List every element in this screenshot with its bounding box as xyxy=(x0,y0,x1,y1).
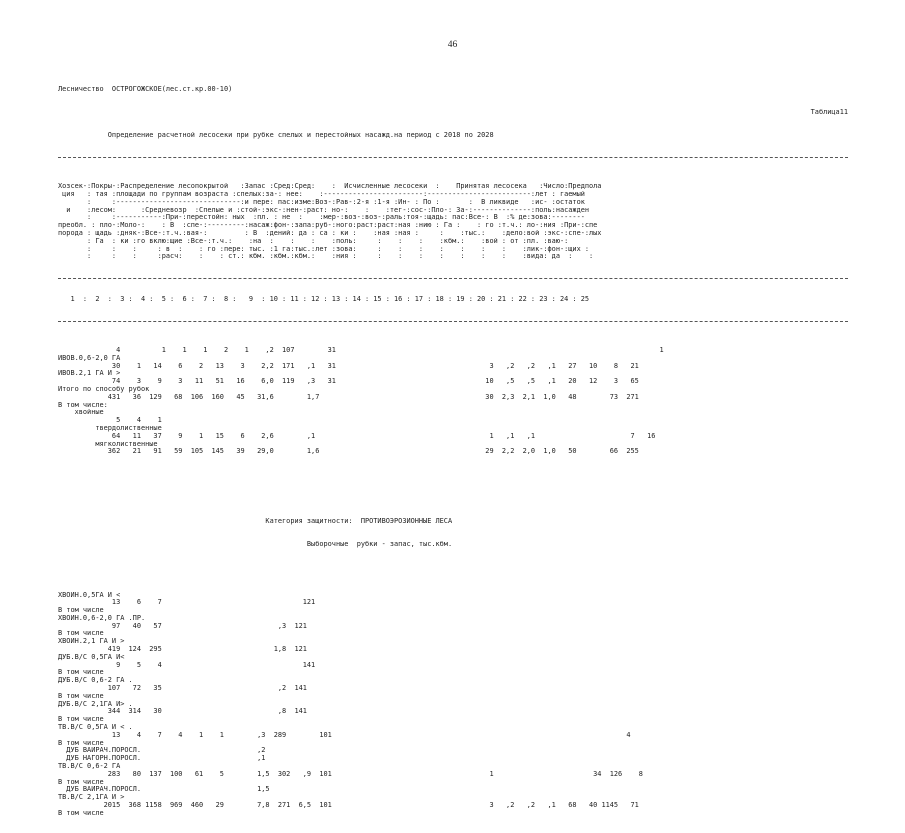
table-row: 5 4 1 xyxy=(58,417,162,425)
table-label-row xyxy=(58,109,848,117)
table-label: Таблица11 xyxy=(810,107,848,116)
column-numbers-rule xyxy=(58,321,848,322)
protection-category: Категория защитности: ПРОТИВОЭРОЗИОННЫЕ ЛЕСА xyxy=(58,517,453,525)
table-row: ДУБ.В/С 0,5ГА И< xyxy=(58,653,125,661)
table-row: ДУБ ВАЙРАЧ.ПОРОСЛ. ,2 xyxy=(58,747,266,755)
table-row: ДУБ.В/С 0,6-2 ГА . xyxy=(58,677,133,685)
table-row: В том числе xyxy=(58,739,104,747)
header-rule xyxy=(58,278,848,279)
selective-cuts-heading: Выборочные рубки - запас, тыс.кбм. xyxy=(58,541,453,549)
header-line: и :лесом: :Средневозр :Спелые и :стой-:экс-:нен-:раст: но-: : :тег-:сос-:Пло-: За-:--------------:поль:насажден xyxy=(58,206,590,214)
table-title: Определение расчетной лесосеки при рубке спелых и перестойных насажд.на период с 2018 по 2028 xyxy=(58,132,494,140)
table-row: 74 3 9 3 11 51 16 6,0 119 ,3 31 10 ,5 ,5 ,1 20 12 3 65 xyxy=(58,378,639,386)
table-header xyxy=(58,183,848,261)
table-row: 64 11 37 9 1 15 6 2,6 ,1 1 ,1 ,1 7 16 xyxy=(58,432,656,440)
table-row: 97 40 57 ,3 121 xyxy=(58,622,307,630)
table-row: ИВОВ.2,1 ГА И > xyxy=(58,370,121,378)
table-body-bottom xyxy=(58,592,848,818)
table-row: В том числе xyxy=(58,692,104,700)
header-line: : : : : в : : го :пере: тыс. :1 га:тыс.:лет :зова: : : : : : : : :лик-:фон-:щих : xyxy=(58,245,590,253)
table-row: В том числе xyxy=(58,607,104,615)
table-body-top xyxy=(58,347,848,456)
table-row: ХВОЙН.2,1 ГА И > xyxy=(58,638,125,646)
table-row: твердолиственные xyxy=(58,425,162,433)
table-row: 107 72 35 ,2 141 xyxy=(58,685,307,693)
table-row: 283 80 137 100 61 5 1,5 302 ,9 101 1 34 126 8 xyxy=(58,770,643,778)
table-row: 2015 368 1158 969 460 29 7,8 271 6,5 101 3 ,2 ,2 ,1 68 40 1145 71 xyxy=(58,802,639,810)
table-row: ДУБ.В/С 2,1ГА И> . xyxy=(58,700,133,708)
table-row: 362 21 91 59 105 145 39 29,0 1,6 29 2,2 2,0 1,0 50 66 255 xyxy=(58,448,639,456)
header-line: порода : щадь :дняк-:Все-:т.ч.:вая-: : В :дений: да : са : ки : :ная :ная : : :тыс.: :дело:вой :экс-:спе-:лых xyxy=(58,229,602,237)
table-row: ТВ.В/С 0,5ГА И < . xyxy=(58,724,133,732)
table-row: хвойные xyxy=(58,409,104,417)
forest-table-sheet xyxy=(58,70,848,833)
header-line: : :------------------------------:и пере: пас:изме:Воз-:Рав-:2-я :1-я :Ин- : По : : В ликвиде :ис- :остаток xyxy=(58,198,585,206)
table-row: 4 1 1 1 2 1 ,2 107 31 1 xyxy=(58,347,664,355)
table-row: В том числе xyxy=(58,809,104,817)
page-number: 46 xyxy=(447,40,458,50)
table-row: В том числе xyxy=(58,669,104,677)
table-top-rule xyxy=(58,157,848,158)
table-row: В том числе xyxy=(58,778,104,786)
table-row: 419 124 295 1,8 121 xyxy=(58,646,307,654)
table-row: мягколиственные xyxy=(58,440,158,448)
table-row: ДУБ ВАЙРАЧ.ПОРОСЛ. 1,5 xyxy=(58,786,270,794)
header-line: ция : тая :площади по группам возраста :спелых:за-: нее: :------------------------:-------------------------:лет : гаемый xyxy=(58,190,585,198)
table-row: ДУБ НАГОРН.ПОРОСЛ. ,1 xyxy=(58,755,266,763)
forestry-name: Лесничество ОСТРОГОЖСКОЕ(лес.ст.кр.00-10) xyxy=(58,84,233,93)
table-row: ТВ.В/С 2,1ГА И > xyxy=(58,794,125,802)
table-row: 431 36 129 68 106 160 45 31,6 1,7 30 2,3 2,1 1,0 48 73 271 xyxy=(58,393,639,401)
header-line: : :-----------:При-:перестойн: ных :пл. : не : :мер-:воз-:воз-:раль:тоя-:щадь: пас:Все-: В :% де:зова:-------- xyxy=(58,214,585,222)
table-heading-row xyxy=(58,86,848,94)
header-line: : : : :расч: : : ст.: кбм. :кбм.:кбм.: :ния : : : : : : : : :вида: да : : xyxy=(58,253,594,261)
header-line: : Га : ки :го вклю:щие :Все-:т.ч.: :на : : : :поль: : : : :кбм.: :вой : от :пл. :ваю-: xyxy=(58,237,569,245)
table-row: В том числе xyxy=(58,630,104,638)
table-row: 30 1 14 6 2 13 3 2,2 171 ,1 31 3 ,2 ,2 ,1 27 10 8 21 xyxy=(58,362,639,370)
table-row: В том числе xyxy=(58,716,104,724)
table-row: ХВОЙН.0,5ГА И < xyxy=(58,591,121,599)
table-row: 344 314 30 ,8 141 xyxy=(58,708,307,716)
table-row: Итого по способу рубок xyxy=(58,386,150,394)
table-row: ХВОЙН.0,6-2,0 ГА .ПР. xyxy=(58,614,146,622)
header-line: Хозсек-:Покры-:Распределение лесопокрытой :Запас :Сред:Сред: : Исчисленные лесосеки : Принятая лесосека :Число:Предпола xyxy=(58,183,602,191)
table-row: ИВОВ.0,6-2,0 ГА xyxy=(58,354,121,362)
table-row: 13 6 7 121 xyxy=(58,599,316,607)
table-row: 9 5 4 141 xyxy=(58,661,316,669)
table-row: В том числе: xyxy=(58,401,108,409)
table-row: ТВ.В/С 0,6-2 ГА xyxy=(58,763,121,771)
table-row: 13 4 7 4 1 1 ,3 289 101 4 xyxy=(58,731,631,739)
header-line: преобл. : пло-:Моло-: : В :спе-:---------:насаж:фон-:запа:руб-:ного:раст:раст:ная :нию : Га : : го :т.ч.: ло-:ния :При-:спе xyxy=(58,222,598,230)
column-numbers: 1 : 2 : 3 : 4 : 5 : 6 : 7 : 8 : 9 : 10 : 11 : 12 : 13 : 14 : 15 : 16 : 17 : 18 : 19 : 20 : 21 : 22 : 23 : 24 : 25 xyxy=(58,296,590,304)
